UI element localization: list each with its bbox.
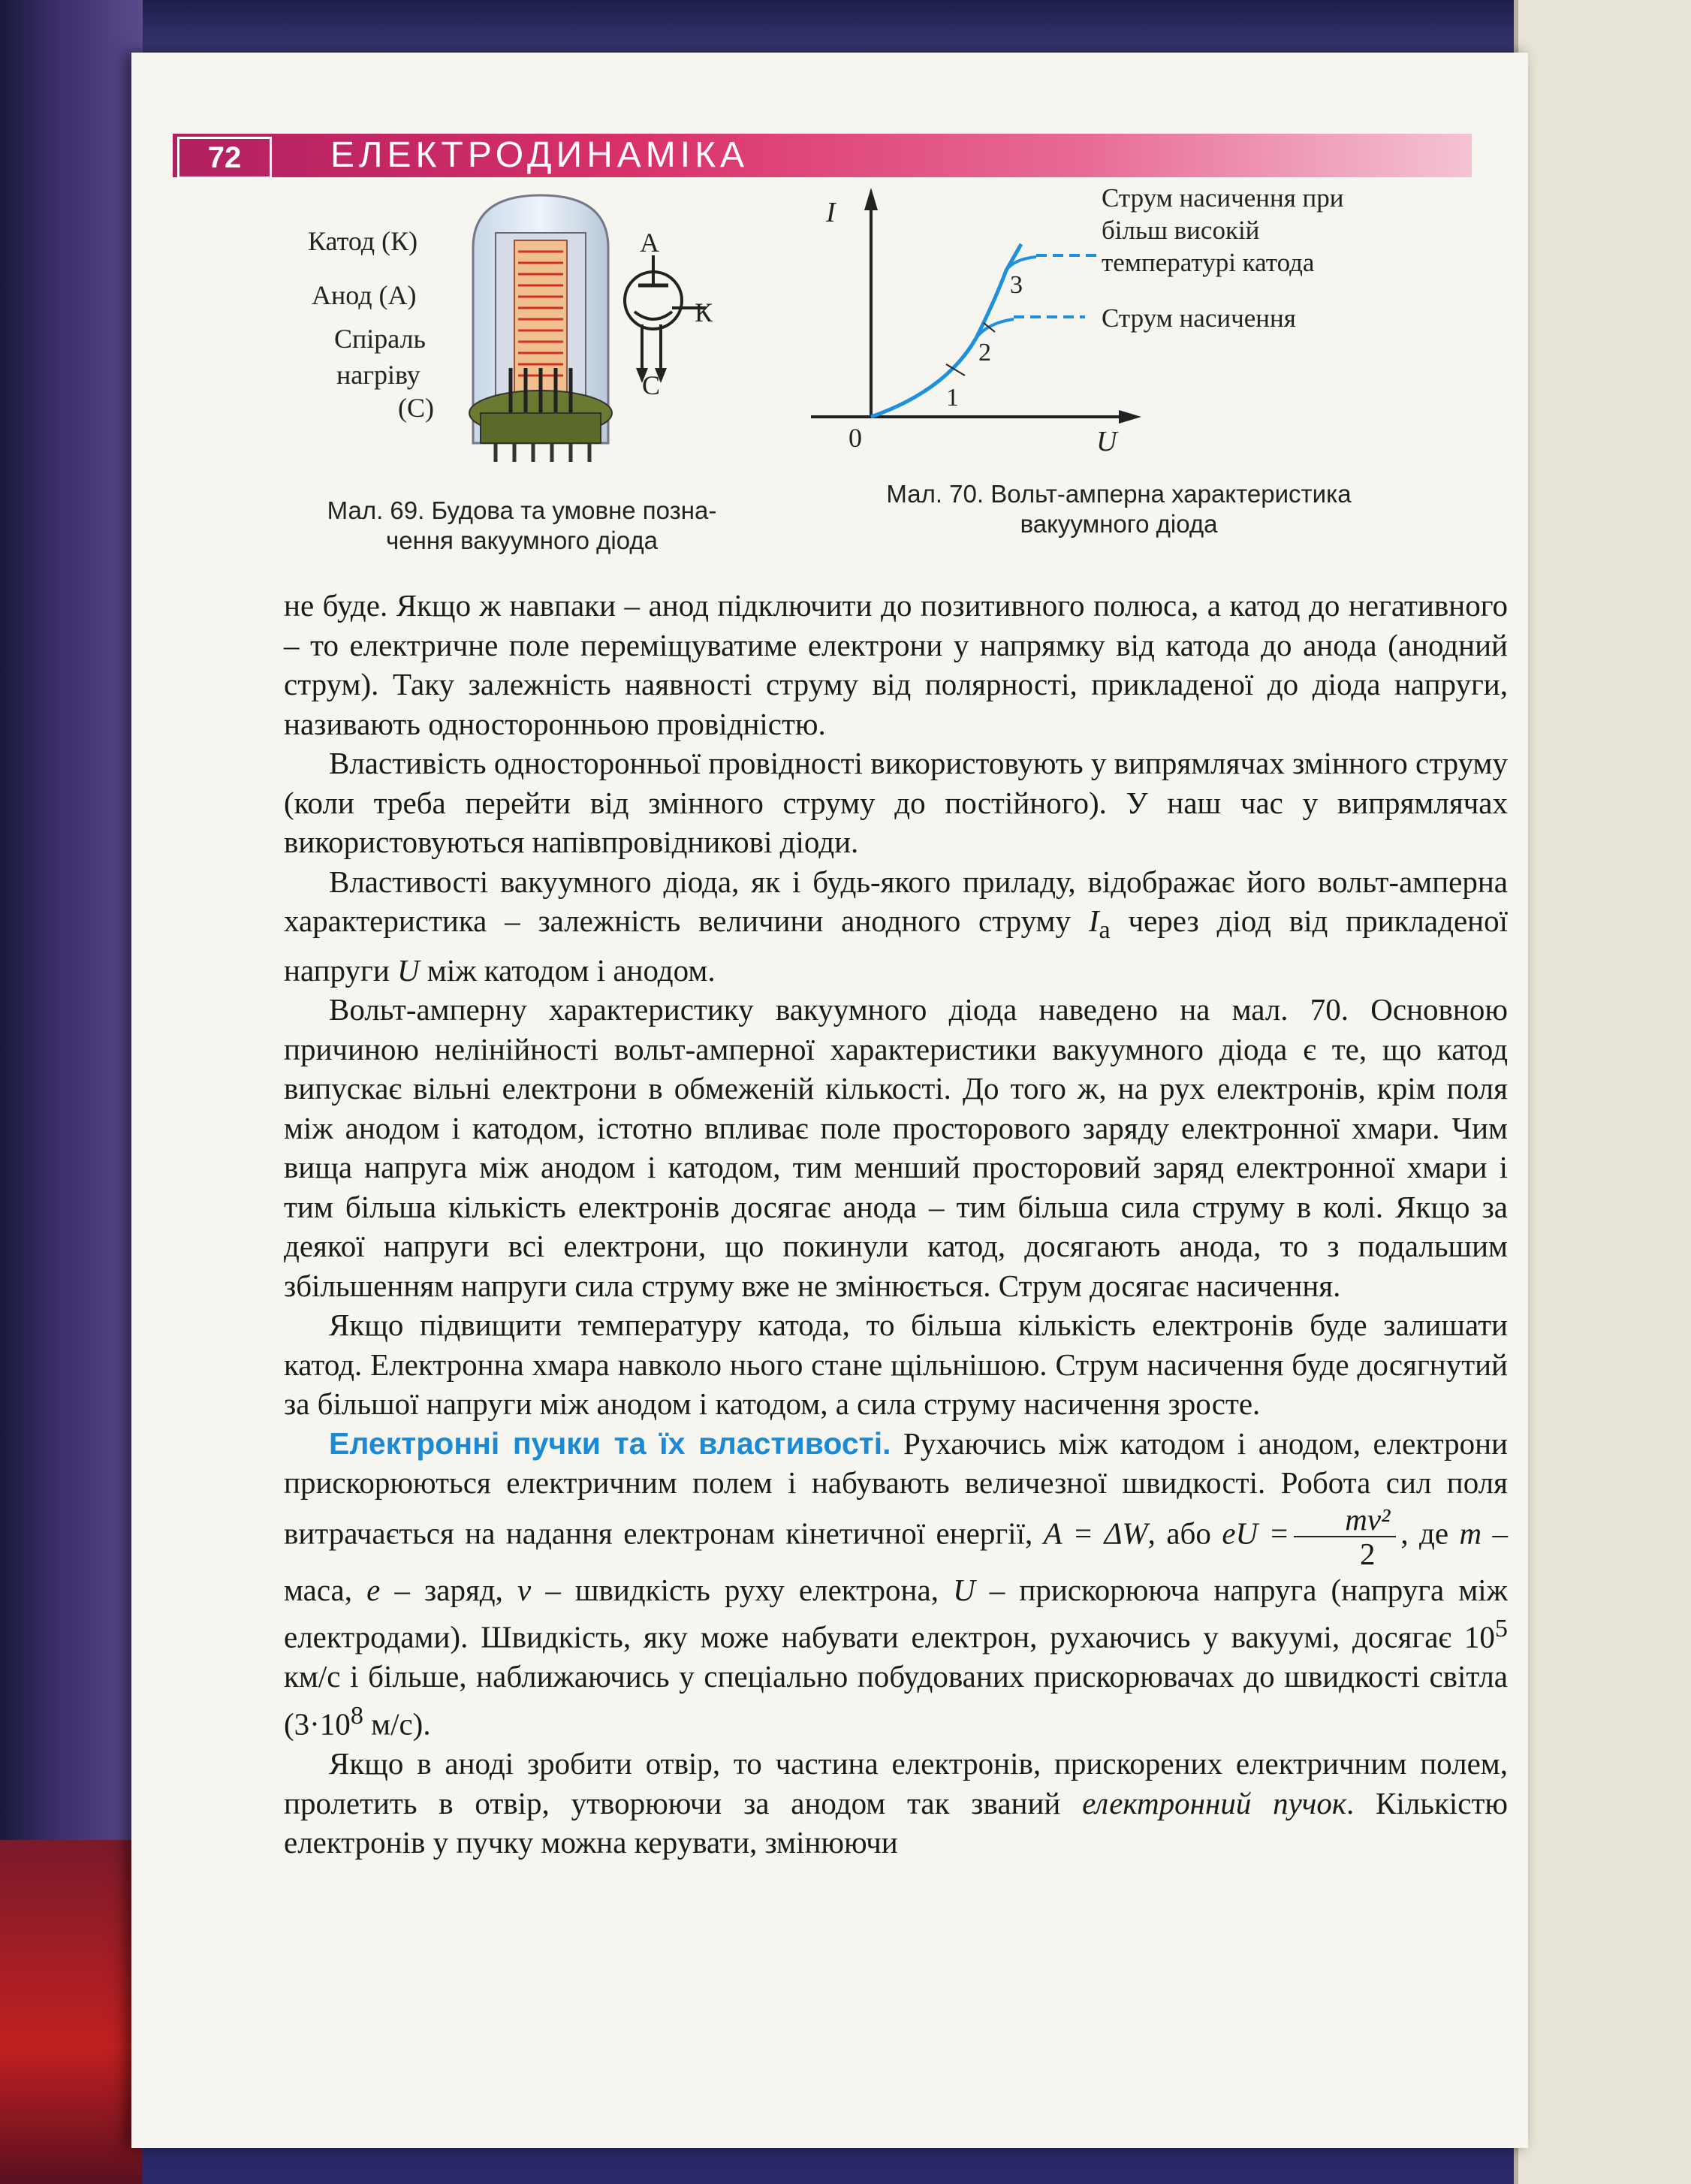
term-electron-beam: електронний пучок (1082, 1785, 1347, 1821)
figure-70-caption (833, 479, 1404, 539)
figure-69-caption-line1: Мал. 69. Будова та умовне позна- (327, 496, 717, 524)
paragraph-1: не буде. Якщо ж навпаки – анод підключити до позитивного полюса, а катод до негативного – то електричне поле переміщуватиме електрони у напрямку від катода до анода (анодний струм). Таку залежність наявності струму від полярності, прикладеної до діода напруги, називають односторонньою провідністю. (284, 588, 1508, 741)
p6-text-or: , або (1147, 1516, 1222, 1551)
formula-eu: eU = (1222, 1516, 1290, 1551)
p6-text-c: – маса, (284, 1516, 1509, 1607)
p6-text-d: – заряд, (380, 1572, 518, 1607)
exponent-5: 5 (1494, 1615, 1508, 1643)
axis-label-i: I (826, 197, 836, 228)
symbol-u: U (397, 952, 420, 988)
paragraph-6 (284, 1424, 1508, 1744)
paragraph-5: Якщо підвищити температуру катода, то більша кількість електронів буде залишати катод. Електронна хмара навколо нього стане щільнішою. Струм насичення буде досягнутий за більшої напруги між анодом і катодом, а сила струму насичення зросте. (284, 1308, 1508, 1422)
symbol-label-c: С (642, 370, 661, 400)
label-heating: нагріву (336, 360, 420, 390)
curve-label-2: 2 (978, 339, 991, 367)
formula-fraction (1294, 1503, 1396, 1570)
symbol-e: e (366, 1572, 381, 1607)
label-cathode: Катод (К) (308, 226, 418, 256)
p6-text-g: км/с і більше, наближаючись у спеціально побудованих прискорювачах до швидкості світла (3·10 (284, 1659, 1508, 1742)
symbol-ia-sub: а (1099, 916, 1111, 945)
section-title: ЕЛЕКТРОДИНАМІКА (330, 135, 749, 175)
symbol-label-k: К (695, 297, 713, 327)
label-saturation-high-temp-3: температурі катода (1102, 248, 1315, 277)
figure-70-caption-line2: вакуумного діода (1020, 510, 1218, 538)
p6-text-b: , де (1400, 1516, 1460, 1551)
symbol-label-a: А (640, 228, 659, 258)
figure-69-caption (278, 496, 766, 556)
label-anode: Анод (А) (312, 280, 417, 310)
curve-label-1: 1 (946, 384, 959, 412)
symbol-m: m (1459, 1516, 1482, 1551)
background-top (0, 0, 1691, 60)
p6-text-f: – прискорююча напруга (напруга між електродами). Швидкість, яку може набувати електрон, рухаючись у вакуумі, досягає 10 (284, 1572, 1508, 1655)
paragraph-7 (284, 1744, 1508, 1863)
p3-text-a: Властивості вакуумного діода, як і будь-якого приладу, відображає його вольт-амперна характеристика – залежність величини анодного струму (284, 864, 1508, 938)
symbol-ia: I (1088, 903, 1099, 938)
p6-text-e: – швидкість руху електрона, (531, 1572, 954, 1607)
figure-70-iv-chart (796, 188, 1141, 457)
page-number: 72 (177, 137, 272, 179)
figure-70-caption-line1: Мал. 70. Вольт-амперна характеристика (886, 480, 1352, 508)
paragraph-4: Вольт-амперну характеристику вакуумного діода наведено на мал. 70. Основною причиною нелінійності вольт-амперної характеристики вакуумного діода є те, що катод випускає вільні електрони в обмеженій кількості. До того ж, на рух електронів, крім поля між анодом і катодом, істотно впливає поле просторового заряду електронної хмари. Чим вища напруга між анодом і катодом, тим менший просторовий заряд електронної хмари і тим більша кількість електронів досягає анода – тим більша сила струму в колі. Якщо за деякої напруги всі електрони, що покинули катод, досягають анода, то з подальшим збільшенням напруги сила струму вже не змінюється. Струм досягає насичення. (284, 992, 1508, 1303)
axis-label-u: U (1096, 426, 1117, 457)
p7-text-a: Якщо в аноді зробити отвір, то частина електронів, прискорених електричним полем, пролетить в отвір, утворюючи за анодом так званий (284, 1746, 1508, 1821)
label-saturation: Струм насичення (1102, 303, 1296, 333)
subheading-electron-beams: Електронні пучки та їх властивості. (329, 1425, 891, 1461)
p7-text-b: . Кількістю електронів у пучку можна керувати, змінюючи (284, 1785, 1509, 1860)
p3-text-c: між катодом і анодом. (419, 952, 716, 988)
p6-text-a: Рухаючись між катодом і анодом, електрони прискорюються електричним полем і набувають величезної швидкості. Робота сил поля витрачається на надання електронам кінетичної енергії, (284, 1425, 1508, 1551)
paragraph-2: Властивість односторонньої провідності використовують у випрямлячах змінного струму (коли треба перейти від змінного струму до постійного). У наш час у випрямлячах використовуються напівпровідникові діоди. (284, 746, 1508, 859)
figure-69-caption-line2: чення вакуумного діода (386, 526, 658, 554)
body-text (284, 586, 1508, 1863)
label-c-heating: (С) (398, 393, 434, 423)
curve-label-3: 3 (1010, 271, 1023, 299)
p6-text-h: м/с). (363, 1706, 431, 1742)
symbol-v: v (517, 1572, 532, 1607)
symbol-u2: U (953, 1572, 975, 1607)
formula-work: A = ΔW (1043, 1516, 1148, 1551)
background-book-cover (0, 1840, 143, 2184)
fraction-numerator: mv² (1294, 1503, 1396, 1537)
exponent-8: 8 (350, 1701, 363, 1730)
paragraph-3 (284, 862, 1508, 991)
label-saturation-high-temp-2: більш високій (1102, 216, 1260, 245)
adjacent-page (1514, 0, 1691, 2184)
axis-origin: 0 (849, 423, 862, 453)
label-saturation-high-temp-1: Струм насичення при (1102, 183, 1344, 213)
fraction-denominator: 2 (1360, 1536, 1376, 1571)
p3-text-b: через діод від прикладеної напруги (284, 903, 1508, 988)
label-spiral: Спіраль (334, 324, 426, 354)
